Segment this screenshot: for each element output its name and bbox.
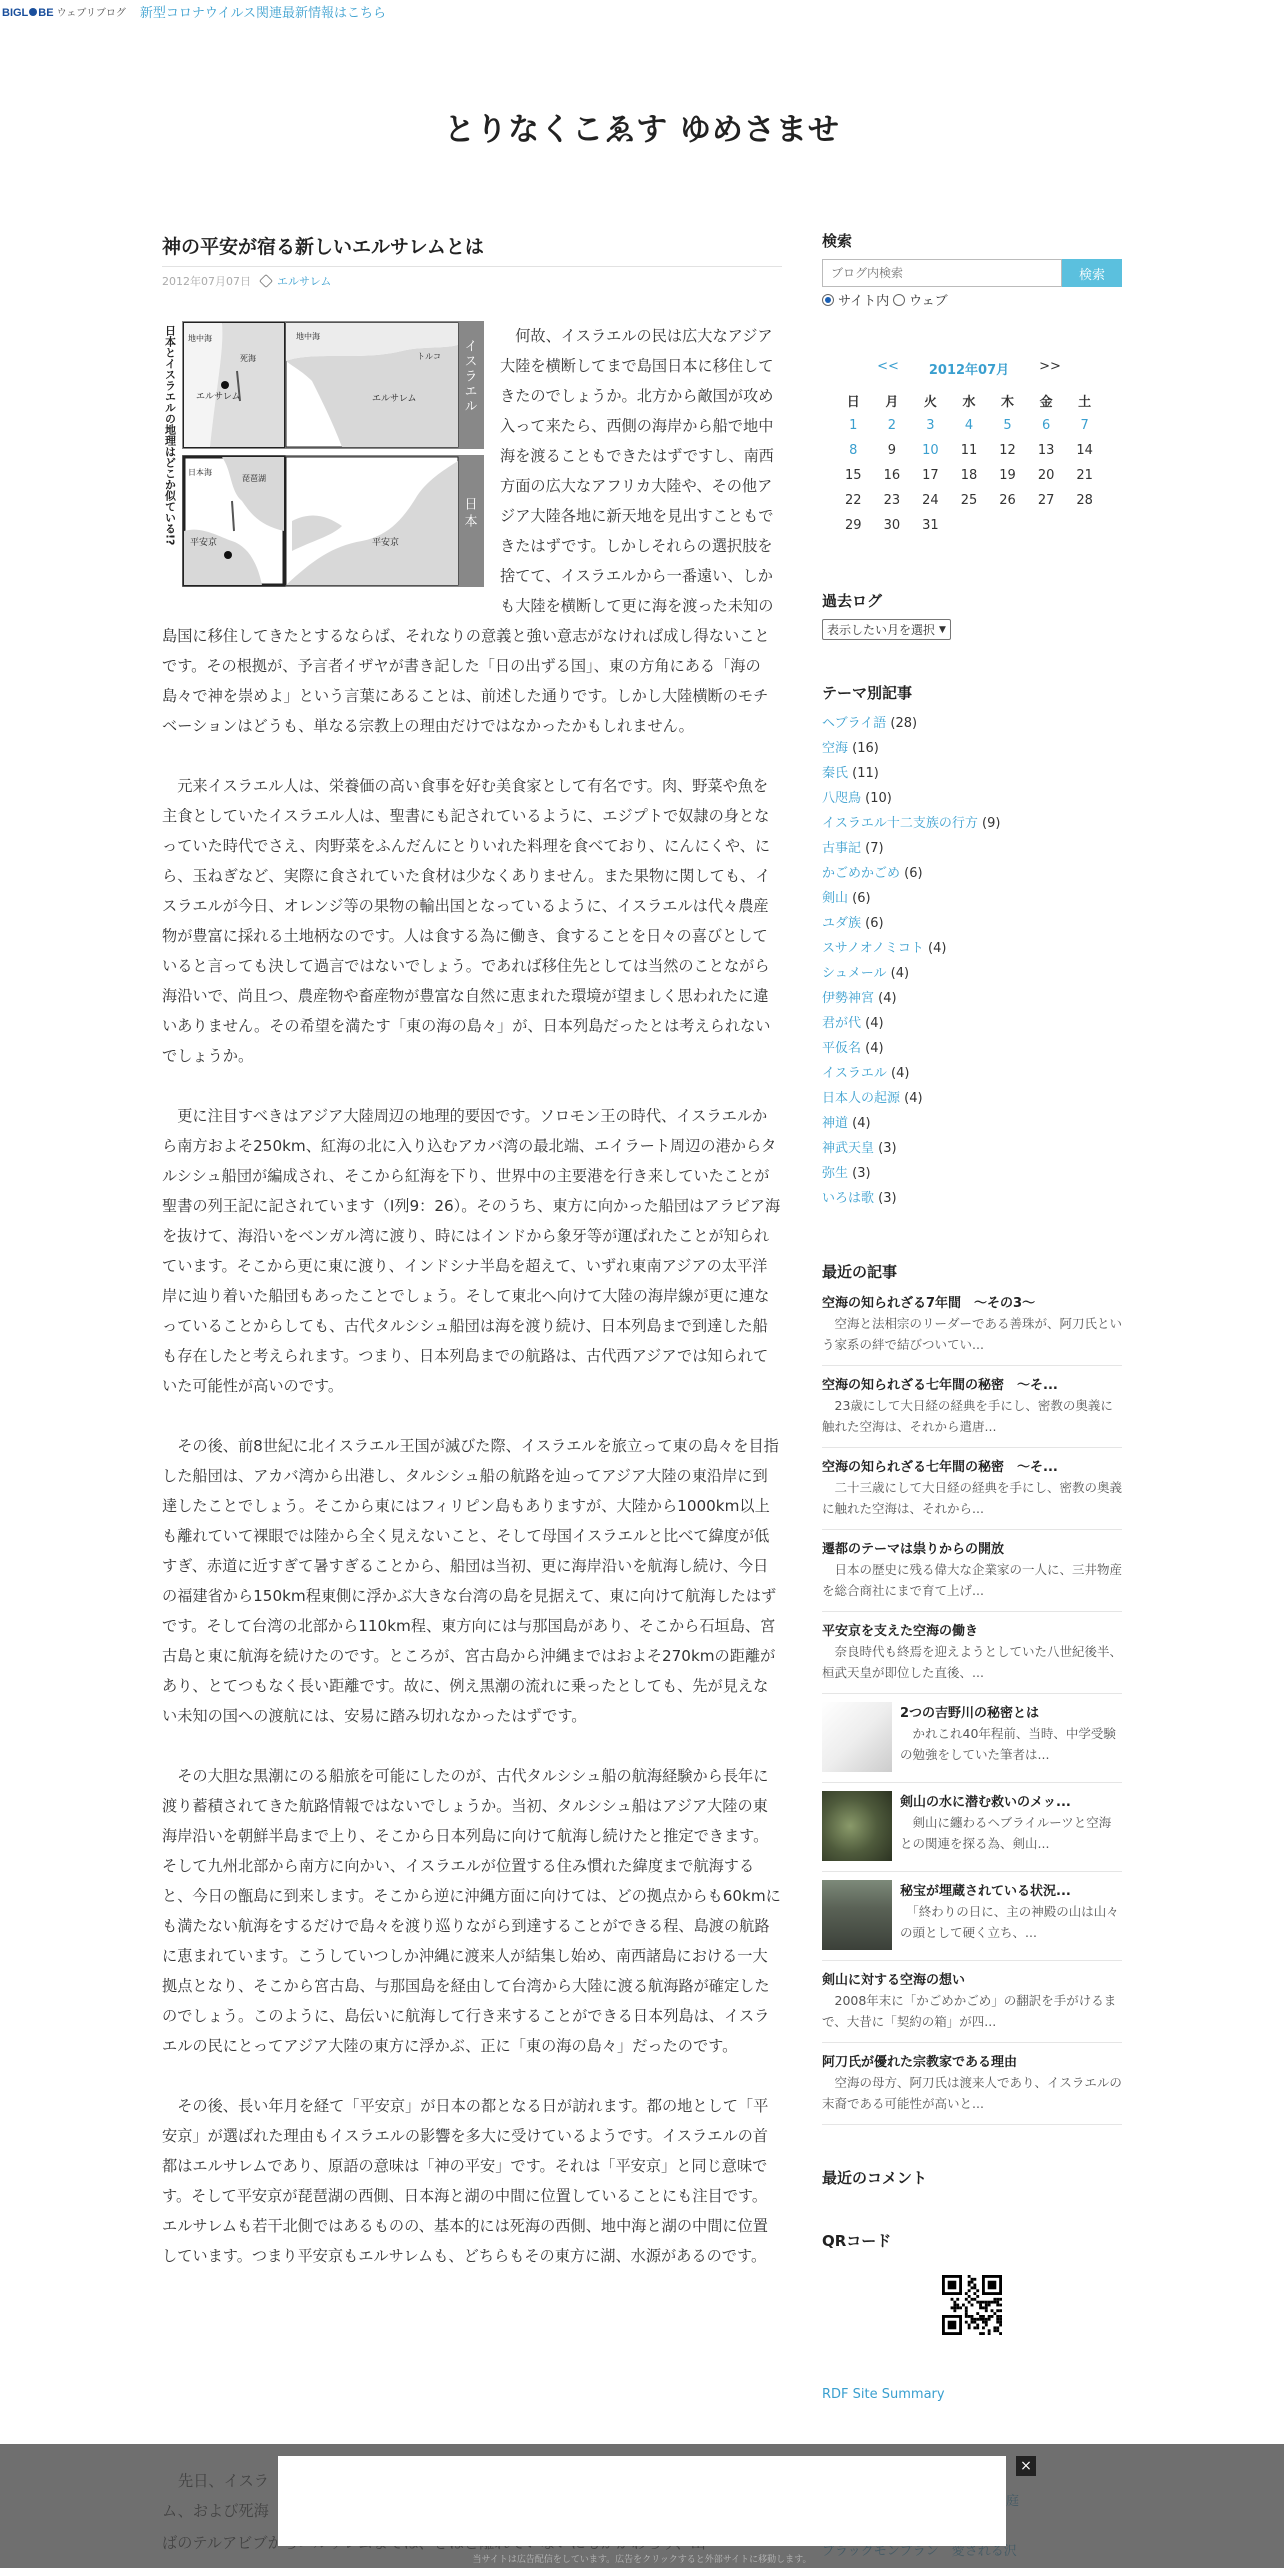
logo-sub: ウェブリブログ (56, 7, 126, 19)
archive-select-value: 表示したい月を選択 (827, 623, 936, 637)
theme-link[interactable]: 剣山 (822, 891, 849, 906)
calendar-day[interactable]: 7 (1080, 418, 1089, 433)
theme-item (822, 1086, 1122, 1111)
calendar-day: 16 (883, 468, 901, 483)
sidebar (822, 230, 1122, 2402)
figure-side-caption: 日本とイスラエルの地理はどこか似ている!? (163, 325, 177, 546)
theme-count: (6) (848, 891, 871, 906)
paragraph-5: その大胆な黒潮にのる船旅を可能にしたのが、古代タルシシュ船の航海経験から長年に渡り蓄積されてきた航路情報ではないでしょうか。当初、タルシシュ船はアジア大陸の東海岸沿いを朝鮮半島まで上り、そこから日本列島に向けて航海し続けたと推定できます。そして九州北部から南方に向かい、イスラエルが位置する住み慣れた緯度まで航海すると、今日の甑島に到来します。そこから逆に沖縄方面に向けては、どの拠点からも60kmにも満たない航海をするだけで島々を渡り巡りながら到達することができる程、島渡の航路に恵まれています。こうしていつしか沖縄に渡来人が結集し始め、南西諸島における一大拠点となり、そこから宮古島、与那国島を経由して台湾から大陸に渡る航海路が確定したのでしょう。このように、島伝いに航海して行き来することができる日本列島は、イスラエルの民にとってアジア大陸の東方に浮かぶ、正に「東の海の島々」だったのです。 (162, 1767, 781, 2055)
calendar-day: 12 (999, 443, 1016, 458)
map-figure-svg (162, 321, 484, 587)
calendar-day: 21 (1076, 468, 1093, 483)
calendar-day: 29 (845, 518, 862, 533)
theme-count: (11) (848, 766, 879, 781)
dow-cell: 火 (923, 395, 937, 410)
blog-title[interactable]: とりなくこゑす ゆめさませ (444, 112, 840, 148)
recent-item-body (900, 1702, 1122, 1772)
recent-item[interactable] (822, 1530, 1122, 1612)
theme-list (822, 711, 1122, 1211)
recent-item[interactable] (822, 1961, 1122, 2043)
theme-link[interactable]: 弥生 (822, 1166, 849, 1181)
theme-item (822, 1186, 1122, 1211)
calendar-day: 17 (922, 468, 939, 483)
recent-item[interactable] (822, 1783, 1122, 1872)
chevron-down-icon: ▼ (939, 624, 946, 635)
recent-list (822, 1284, 1122, 2125)
calendar-header (834, 359, 1104, 378)
search-button[interactable]: 検索 (1062, 259, 1122, 287)
theme-count: (4) (848, 1116, 871, 1131)
theme-count: (9) (977, 816, 1001, 831)
theme-count: (3) (874, 1191, 897, 1206)
recent-item-body (822, 2051, 1122, 2114)
ad-note: 当サイトは広告配信をしています。広告をクリックすると外部サイトに移動します。 (472, 2555, 812, 2565)
calendar-day: 22 (845, 493, 862, 508)
calendar-week (834, 438, 1104, 463)
radio-web[interactable] (893, 294, 905, 306)
search-scope (822, 290, 1122, 309)
theme-link[interactable]: スサノオノミコト (822, 941, 924, 956)
calendar-next[interactable]: >> (1039, 359, 1061, 374)
recent-item-excerpt: 空海の母方、阿刀氏は渡来人であり、イスラエルの末裔である可能性が高いと... (822, 2075, 1122, 2111)
calendar (834, 359, 1104, 538)
theme-link[interactable]: かごめかごめ (822, 866, 901, 881)
japan-map-label: 日本海 (188, 468, 212, 477)
calendar-empty (950, 513, 989, 538)
recent-item-body (900, 1880, 1122, 1950)
israel-map-label: エルサレム (372, 394, 417, 404)
israel-map-label: トルコ (417, 352, 441, 361)
theme-count: (7) (861, 841, 884, 856)
comments-section (822, 2167, 1122, 2188)
calendar-week (834, 413, 1104, 438)
theme-section (822, 682, 1122, 1211)
calendar-day: 11 (960, 443, 978, 458)
recent-item-title[interactable]: 平安京を支えた空海の働き (822, 1624, 979, 1639)
qr-section (822, 2230, 1122, 2339)
recent-item-body (822, 1292, 1122, 1355)
comments-heading: 最近のコメント (822, 2169, 928, 2187)
calendar-week (834, 463, 1104, 488)
theme-link[interactable]: イスラエル十二支族の行方 (822, 816, 978, 831)
radio-site[interactable] (822, 294, 834, 306)
archive-select[interactable] (822, 619, 951, 640)
article (162, 232, 782, 2301)
map-comparison-figure (162, 321, 484, 587)
calendar-week (834, 488, 1104, 513)
israel-map-label: 地中海 (188, 334, 212, 343)
paragraph-6: その後、長い年月を経て「平安京」が日本の都となる日が訪れます。都の地として「平安京」が選ばれた理由もイスラエルの影響を多大に受けているようです。イスラエルの首都はエルサレムであり、原語の意味は「神の平安」です。それは「平安京」と同じ意味です。そして平安京が琵琶湖の西側、日本海と湖の中間に位置していることにも注目です。エルサレムも若干北側ではあるものの、基本的には死海の西側、地中海と湖の中間に位置しています。つまり平安京もエルサレムも、どちらもその東方に湖、水源があるのです。 (162, 2097, 769, 2265)
theme-item (822, 886, 1122, 911)
logo-tail: BE (38, 6, 54, 19)
recent-item-excerpt: 「終わりの日に、主の神殿の山は山々の頭として硬く立ち、... (900, 1904, 1119, 1940)
calendar-month[interactable]: 2012年07月 (928, 363, 1010, 378)
recent-item[interactable] (822, 1284, 1122, 1366)
calendar-day: 27 (1037, 493, 1055, 508)
theme-count: (4) (874, 991, 897, 1006)
biglobe-logo[interactable] (2, 4, 126, 19)
rdf-section (822, 2387, 1122, 2402)
post-title[interactable]: 神の平安が宿る新しいエルサレムとは (162, 232, 782, 267)
calendar-prev[interactable]: << (877, 359, 899, 374)
calendar-day: 14 (1076, 443, 1093, 458)
theme-item (822, 1036, 1122, 1061)
dow-cell: 土 (1078, 395, 1092, 410)
calendar-day[interactable]: 5 (1003, 418, 1012, 433)
cave-thumbnail[interactable] (822, 1791, 892, 1861)
archive-section (822, 590, 1122, 640)
jerusalem-dot (221, 381, 229, 389)
recent-item[interactable] (822, 2043, 1122, 2125)
calendar-day: 24 (922, 493, 939, 508)
recent-item-excerpt: 二十三歳にして大日経の経典を手にし、密教の奥義に触れた空海は、それから... (822, 1480, 1123, 1516)
recent-item-excerpt: 剣山に纏わるヘブライルーツと空海との関連を探る為、剣山... (900, 1815, 1112, 1851)
close-icon[interactable]: × (1016, 2456, 1036, 2476)
theme-item (822, 811, 1122, 836)
search-heading: 検索 (822, 232, 853, 250)
qr-code (942, 2275, 1002, 2335)
recent-item-body (822, 1620, 1122, 1683)
calendar-table (834, 388, 1104, 538)
dow-cell: 金 (1039, 395, 1053, 410)
japan-map-label: 平安京 (190, 538, 218, 548)
paragraph-2: 元来イスラエル人は、栄養価の高い食事を好む美食家として有名です。肉、野菜や魚を主食としていたイスラエル人は、聖書にも記されているように、エジプトで奴隷の身となっていた時代でさえ、肉野菜をふんだんにとりいれた料理を食べており、にんにくや、にら、玉ねぎなど、実際に食されていた食材は少なくありません。また果物に関しても、イスラエルが今日、オレンジ等の果物の輸出国となっているように、イスラエルは代々農産物が豊富に採れる土地柄なのです。人は食する為に働き、食することを日々の喜びとしていると言っても決して過言ではないでしょう。であれば移住先としては当然のことながら海沿いで、尚且つ、農産物や畜産物が豊富な自然に恵まれた環境が望ましく思われたに違いありません。その希望を満たす「東の海の島々」が、日本列島だったとは考えられないでしょうか。 (162, 777, 771, 1065)
theme-count: (28) (886, 716, 918, 731)
theme-count: (3) (874, 1141, 897, 1156)
calendar-day: 25 (960, 493, 978, 508)
recent-item-excerpt: 23歳にして大日経の経典を手にし、密教の奥義に触れた空海は、それから遣唐... (822, 1398, 1113, 1434)
theme-link[interactable]: 神道 (822, 1116, 849, 1131)
qr-heading: QRコード (822, 2232, 892, 2250)
theme-link[interactable]: シュメール (822, 966, 887, 981)
theme-link[interactable]: 古事記 (822, 841, 862, 856)
shrine-thumbnail[interactable] (822, 1880, 892, 1950)
calendar-day: 13 (1037, 443, 1055, 458)
theme-link[interactable]: 平仮名 (822, 1041, 862, 1056)
theme-link[interactable]: 日本人の起源 (822, 1091, 901, 1106)
japan-map-label: 平安京 (372, 538, 400, 548)
recent-item[interactable] (822, 1366, 1122, 1448)
japan-map-label: 琵琶湖 (242, 474, 266, 483)
theme-link[interactable]: ユダ族 (822, 916, 862, 931)
radio-site-label: サイト内 (838, 294, 890, 309)
theme-link[interactable]: 神武天皇 (822, 1141, 875, 1156)
rdf-link[interactable]: RDF Site Summary (822, 2387, 945, 2402)
recent-item-title[interactable]: 遷都のテーマは祟りからの開放 (822, 1542, 1005, 1557)
calendar-day[interactable]: 4 (964, 418, 974, 433)
theme-item (822, 961, 1122, 986)
theme-count: (3) (848, 1166, 871, 1181)
dow-cell: 月 (885, 395, 899, 410)
recent-item-body (822, 1374, 1122, 1437)
recent-item[interactable] (822, 1612, 1122, 1694)
recent-item-title[interactable]: 秘宝が埋蔵されている状況... (900, 1884, 1071, 1899)
recent-item[interactable] (822, 1872, 1122, 1961)
israel-map-label: エルサレム (196, 392, 241, 402)
theme-count: (10) (861, 791, 892, 806)
tag-icon (259, 274, 273, 288)
paragraph-4: その後、前8世紀に北イスラエル王国が滅びた際、イスラエルを旅立って東の島々を目指した船団は、アカバ湾から出港し、タルシシュ船の航路を辿ってアジア大陸の東沿岸に到達したことでしょう。そこから東にはフィリピン島もありますが、大陸から1000km以上も離れていて裸眼では陸から全く見えないこと、そして母国イスラエルと比べて緯度が低すぎ、赤道に近すぎて暑すぎることから、船団は当初、更に海岸沿いを航海し続け、今日の福建省から150km程東側に浮かぶ大きな台湾の島を見据えて、東に向けて航海したはずです。そして台湾の北部から110km程、東方向には与那国島があり、そこから石垣島、宮古島と東に航海を続けたのです。ところが、宮古島から沖縄まではおよそ270kmの距離があり、とてつもなく長い距離です。故に、例え黒潮の流れに乗ったとしても、先が見えない未知の国への渡航には、安易に踏み切れなかったはずです。 (162, 1437, 779, 1725)
theme-link[interactable]: 秦氏 (822, 766, 849, 781)
theme-item (822, 1111, 1122, 1136)
recent-section (822, 1261, 1122, 2125)
calendar-day: 9 (887, 443, 896, 458)
calendar-day: 28 (1076, 493, 1093, 508)
israel-tag: イスラエル (461, 339, 477, 414)
calendar-day: 26 (999, 493, 1016, 508)
dow-cell: 水 (962, 395, 976, 410)
calendar-day: 15 (845, 468, 862, 483)
recent-item[interactable] (822, 1448, 1122, 1530)
calendar-day: 18 (960, 468, 978, 483)
japan-tag: 日本 (461, 497, 477, 531)
globe-icon (29, 8, 37, 16)
search-input[interactable] (822, 259, 1062, 287)
recent-item-body (822, 1456, 1122, 1519)
recent-item-body (822, 1969, 1122, 2032)
theme-link[interactable]: 伊勢神宮 (822, 991, 875, 1006)
theme-item (822, 861, 1122, 886)
theme-link[interactable]: 空海 (822, 741, 849, 756)
theme-link[interactable]: イスラエル (822, 1066, 887, 1081)
theme-link[interactable]: 八咫鳥 (822, 791, 862, 806)
theme-item (822, 1061, 1122, 1086)
theme-count: (4) (923, 941, 947, 956)
calendar-day[interactable]: 2 (887, 418, 896, 433)
calendar-empty (1065, 513, 1104, 538)
theme-item (822, 986, 1122, 1011)
recent-heading: 最近の記事 (822, 1263, 898, 1281)
calendar-days (834, 413, 1104, 538)
theme-count: (6) (861, 916, 884, 931)
recent-item-excerpt: 2008年末に「かごめかごめ」の翻訳を手がけるまで、大昔に「契約の箱」が四... (822, 1993, 1117, 2029)
theme-item (822, 761, 1122, 786)
theme-item (822, 1136, 1122, 1161)
logo-text: BIGL (2, 6, 29, 19)
theme-item (822, 836, 1122, 861)
calendar-day: 19 (999, 468, 1016, 483)
calendar-empty (1027, 513, 1066, 538)
theme-link[interactable]: いろは歌 (822, 1191, 875, 1206)
calendar-day[interactable]: 6 (1041, 418, 1051, 433)
theme-count: (4) (886, 966, 910, 981)
calendar-day: 30 (883, 518, 901, 533)
recent-item-title[interactable]: 2つの吉野川の秘密とは (900, 1706, 1040, 1721)
ad-overlay (0, 2444, 1284, 2568)
recent-item-body (900, 1791, 1122, 1861)
post-date: 2012年07月07日 (162, 275, 251, 288)
recent-item-title[interactable]: 空海の知られざる七年間の秘密 ～そ... (822, 1460, 1058, 1475)
heiankyo-dot (224, 551, 232, 559)
top-bar (0, 0, 1284, 22)
theme-item (822, 786, 1122, 811)
theme-item (822, 736, 1122, 761)
search-form (822, 259, 1122, 287)
paragraph-3: 更に注目すべきはアジア大陸周辺の地理的要因です。ソロモン王の時代、イスラエルから南方およそ250km、紅海の北に入り込むアカバ湾の最北端、エイラート周辺の港からタルシシュ船団が編成され、そこから紅海を下り、世界中の主要港を行き来していたことが聖書の列王記に記されています（I列9：26）。そのうち、東方に向かった船団はアラビア海を抜けて、海沿いをベンガル湾に渡り、時にはインドから象牙等が運ばれたことが知られています。そこから更に東に渡り、インドシナ半島を超えて、いずれ東南アジアの太平洋岸に辿り着いた船団もあったことでしょう。そして東北へ向けて大陸の海岸線が更に連なっていることからしても、古代タルシシュ船団は海を渡り続け、日本列島まで到達した船も存在したと考えられます。つまり、日本列島までの航路は、古代西アジアでは知られていた可能性が高いのです。 (162, 1107, 781, 1395)
recent-item-title[interactable]: 空海の知られざる7年間 ～その3～ (822, 1296, 1036, 1311)
paragraph-1: 何故、イスラエルの民は広大なアジア大陸を横断してまで島国日本に移住してきたのでしょうか。北方から敵国が攻め入って来たら、西側の海岸から船で地中海を渡ることもできたはずですし、南西方面の広大なアフリカ大陸や、その他アジア大陸各地に新天地を見出すこともできたはずです。しかしそれらの選択肢を捨てて、イスラエルから一番遠い、しかも大陸を横断して更に海を渡った未知の島国に移住してきたとするならば、それなりの意義と強い意志がなければ成し得ないことです。その根拠が、予言者イザヤが書き記した「日の出ずる国」、東の方角にある「海の島々で神を崇めよ」という言葉にあることは、前述した通りです。しかし大陸横断のモチベーションはどうも、単なる宗教上の理由だけではなかったかもしれません。 (162, 327, 774, 735)
theme-count: (4) (900, 1091, 923, 1106)
covid-notice-link[interactable]: 新型コロナウイルス関連最新情報はこちら (139, 5, 387, 21)
calendar-week (834, 513, 1104, 538)
calendar-day[interactable]: 3 (926, 418, 935, 433)
recent-item-title[interactable]: 阿刀氏が優れた宗教家である理由 (822, 2055, 1018, 2070)
theme-link[interactable]: ヘブライ語 (822, 716, 887, 731)
theme-item (822, 711, 1122, 736)
theme-count: (4) (886, 1066, 910, 1081)
calendar-dow-row (834, 388, 1104, 413)
theme-link[interactable]: 君が代 (822, 1016, 862, 1031)
theme-count: (4) (861, 1041, 884, 1056)
recent-item-title[interactable]: 剣山に対する空海の想い (822, 1973, 966, 1988)
recent-item-title[interactable]: 剣山の水に潜む救いのメッ... (900, 1795, 1071, 1810)
map-thumbnail[interactable] (822, 1702, 892, 1772)
calendar-day: 31 (922, 518, 939, 533)
recent-item-body (822, 1538, 1122, 1601)
post-body (162, 321, 782, 2271)
calendar-day: 23 (883, 493, 901, 508)
post-tag-link[interactable]: エルサレム (277, 275, 332, 288)
ad-banner[interactable] (278, 2456, 1006, 2546)
dow-cell: 木 (1001, 395, 1015, 410)
calendar-day: 20 (1037, 468, 1055, 483)
theme-heading: テーマ別記事 (822, 684, 913, 702)
theme-count: (4) (861, 1016, 884, 1031)
recent-item-excerpt: 奈良時代も終焉を迎えようとしていた八世紀後半、桓武天皇が即位した直後、... (822, 1644, 1123, 1680)
dow-cell: 日 (846, 395, 860, 410)
israel-map-label: 地中海 (296, 332, 320, 341)
recent-item-excerpt: 空海と法相宗のリーダーである善珠が、阿刀氏という家系の絆で結びついてい... (822, 1316, 1123, 1352)
theme-item (822, 1161, 1122, 1186)
archive-heading: 過去ログ (822, 592, 883, 610)
calendar-day[interactable]: 10 (922, 443, 939, 458)
theme-item (822, 1011, 1122, 1036)
israel-map-label: 死海 (240, 354, 256, 363)
theme-count: (6) (900, 866, 923, 881)
calendar-empty (988, 513, 1027, 538)
radio-web-label: ウェブ (909, 294, 948, 309)
theme-item (822, 911, 1122, 936)
recent-item[interactable] (822, 1694, 1122, 1783)
recent-item-excerpt: 日本の歴史に残る偉大な企業家の一人に、三井物産を総合商社にまで育て上げ... (822, 1562, 1123, 1598)
calendar-day[interactable]: 8 (849, 443, 858, 458)
theme-count: (16) (848, 741, 879, 756)
recent-item-excerpt: かれこれ40年程前、当時、中学受験の勉強をしていた筆者は... (900, 1726, 1116, 1762)
post-meta (162, 273, 782, 289)
theme-item (822, 936, 1122, 961)
calendar-day[interactable]: 1 (849, 418, 858, 433)
recent-item-title[interactable]: 空海の知られざる七年間の秘密 ～そ... (822, 1378, 1058, 1393)
